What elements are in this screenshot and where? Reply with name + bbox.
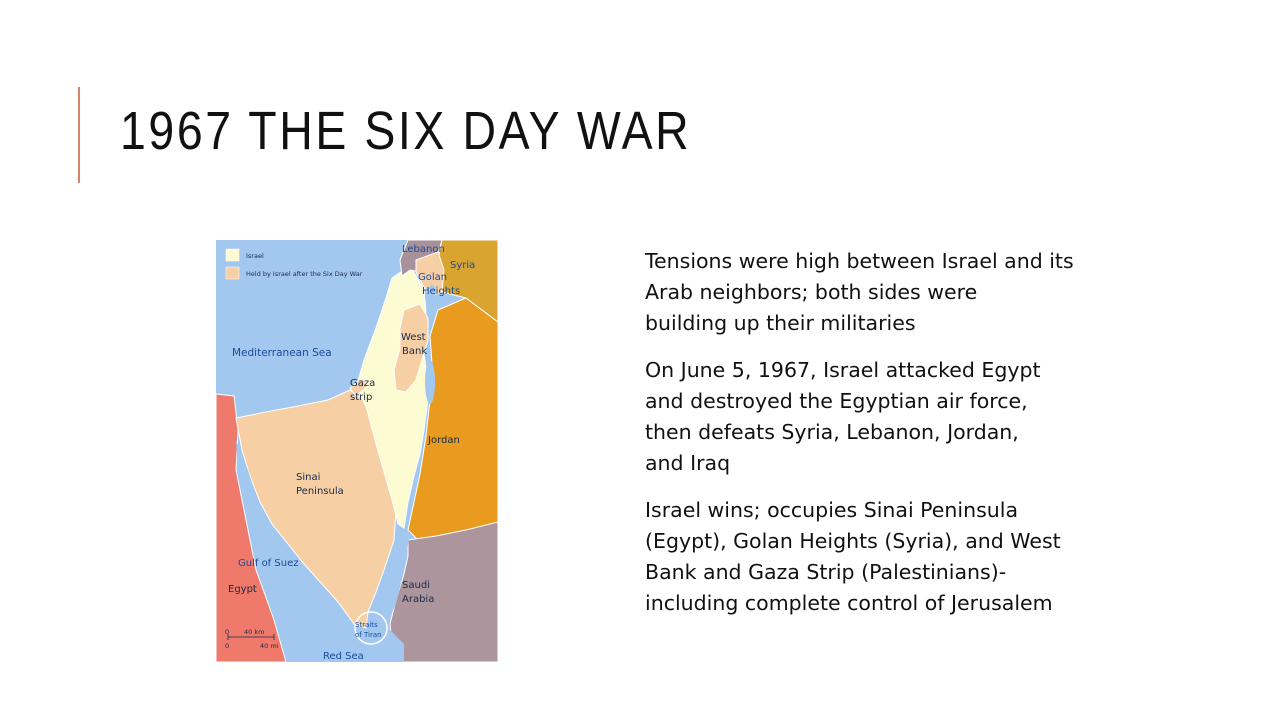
scale-zero-top: 0: [225, 628, 230, 636]
label-straits-of-tiran-1: Straits: [355, 621, 378, 629]
label-saudi-1: Saudi: [402, 580, 430, 591]
label-gaza-1: Gaza: [350, 378, 376, 389]
legend-held-label: Held by Israel after the Six Day War: [246, 270, 363, 278]
label-saudi-2: Arabia: [402, 594, 435, 605]
label-gaza-2: strip: [350, 392, 373, 403]
label-egypt: Egypt: [228, 584, 257, 595]
label-syria: Syria: [450, 260, 476, 271]
scale-km-label: 40 km: [244, 628, 265, 636]
dead-sea: [425, 360, 435, 404]
label-gulf-of-suez: Gulf of Suez: [238, 558, 299, 569]
label-golan-1: Golan: [418, 272, 448, 283]
label-west-bank-2: Bank: [402, 346, 428, 357]
map-svg: [216, 240, 498, 662]
label-red-sea: Red Sea: [323, 651, 364, 662]
scale-zero-bottom: 0: [225, 642, 230, 650]
bullet-list: [645, 246, 1145, 635]
legend-israel-label: Israel: [246, 252, 264, 260]
title-accent-bar: [78, 87, 80, 183]
label-west-bank-1: West: [401, 332, 426, 343]
label-mediterranean-sea: Mediterranean Sea: [232, 347, 332, 359]
map-figure: [216, 240, 498, 662]
slide-title: 1967 THE SIX DAY WAR: [120, 101, 692, 161]
legend-israel-swatch: [226, 249, 239, 261]
legend-held-swatch: [226, 267, 239, 279]
bullet-attack: On June 5, 1967, Israel attacked Egypt and destroyed the Egyptian air force, then defeats Syria, Lebanon, Jordan, and Iraq: [645, 358, 1041, 475]
label-golan-2: Heights: [422, 286, 461, 297]
scale-mi-label: 40 mi: [260, 642, 279, 650]
label-sinai-1: Sinai: [296, 472, 321, 483]
label-straits-of-tiran-2: of Tiran: [355, 631, 382, 639]
label-sinai-2: Peninsula: [296, 486, 344, 497]
label-jordan: Jordan: [428, 435, 460, 446]
bullet-outcome: Israel wins; occupies Sinai Peninsula (Egypt), Golan Heights (Syria), and West Bank and Gaza Strip (Palestinians)- including complete control of Jerusalem: [645, 498, 1061, 615]
bullet-tensions: Tensions were high between Israel and its Arab neighbors; both sides were building up their militaries: [645, 249, 1074, 335]
label-lebanon: Lebanon: [402, 244, 445, 255]
